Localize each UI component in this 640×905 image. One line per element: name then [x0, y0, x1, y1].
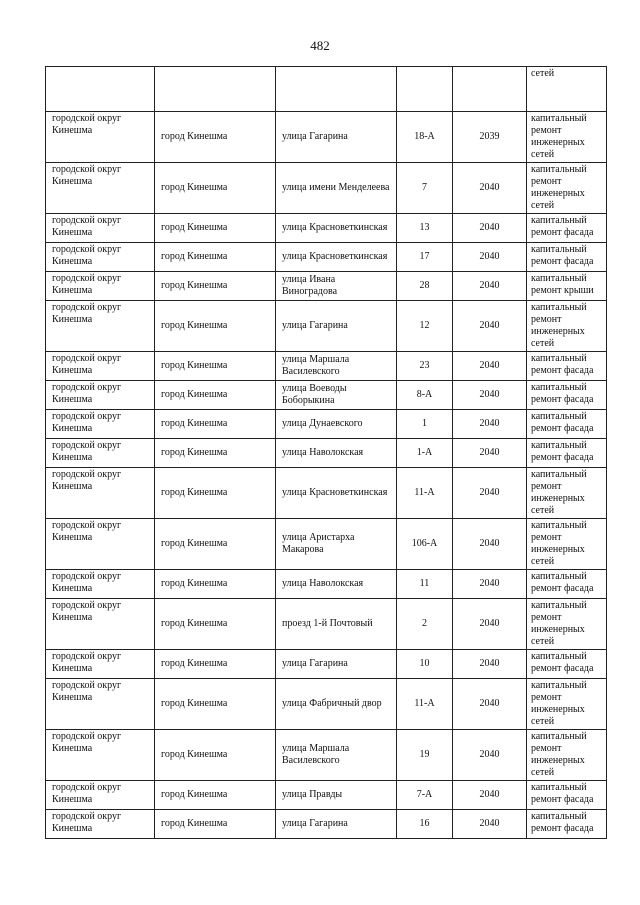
city-cell: город Кинешма — [155, 352, 276, 381]
house-cell: 10 — [397, 650, 453, 679]
work-type-cell: капитальный ремонт фасада — [527, 214, 607, 243]
table-row — [46, 352, 607, 381]
municipality-cell: городской округ Кинешма — [46, 679, 155, 730]
municipality-cell: городской округ Кинешма — [46, 112, 155, 163]
municipality-cell: городской округ Кинешма — [46, 272, 155, 301]
table-row — [46, 214, 607, 243]
street-cell: улица Правды — [276, 781, 397, 810]
house-cell: 18-А — [397, 112, 453, 163]
table-row — [46, 650, 607, 679]
municipality-cell: городской округ Кинешма — [46, 352, 155, 381]
municipality-cell: городской округ Кинешма — [46, 650, 155, 679]
city-cell: город Кинешма — [155, 781, 276, 810]
table-row — [46, 519, 607, 570]
year-cell: 2040 — [453, 381, 527, 410]
street-cell: улица Гагарина — [276, 112, 397, 163]
work-type-cell: капитальный ремонт инженерных сетей — [527, 599, 607, 650]
work-type-cell: сетей — [527, 67, 607, 112]
house-cell — [397, 67, 453, 112]
work-type-cell: капитальный ремонт инженерных сетей — [527, 468, 607, 519]
work-type-cell: капитальный ремонт фасада — [527, 352, 607, 381]
year-cell: 2040 — [453, 730, 527, 781]
house-cell: 8-А — [397, 381, 453, 410]
continuation-row — [46, 67, 607, 112]
street-cell: улица Гагарина — [276, 650, 397, 679]
house-cell: 7-А — [397, 781, 453, 810]
year-cell: 2040 — [453, 352, 527, 381]
street-cell: улица Гагарина — [276, 301, 397, 352]
street-cell: улица Гагарина — [276, 810, 397, 839]
city-cell: город Кинешма — [155, 810, 276, 839]
work-type-cell: капитальный ремонт инженерных сетей — [527, 679, 607, 730]
street-cell: улица Наволокская — [276, 439, 397, 468]
municipality-cell — [46, 67, 155, 112]
municipality-cell: городской округ Кинешма — [46, 163, 155, 214]
city-cell: город Кинешма — [155, 163, 276, 214]
work-type-cell: капитальный ремонт инженерных сетей — [527, 301, 607, 352]
street-cell: улица Маршала Василевского — [276, 730, 397, 781]
year-cell: 2040 — [453, 301, 527, 352]
table-row — [46, 112, 607, 163]
city-cell: город Кинешма — [155, 381, 276, 410]
page-number: 482 — [310, 38, 330, 53]
year-cell — [453, 67, 527, 112]
year-cell: 2040 — [453, 272, 527, 301]
house-cell: 1-А — [397, 439, 453, 468]
year-cell: 2040 — [453, 439, 527, 468]
house-cell: 16 — [397, 810, 453, 839]
table-row — [46, 599, 607, 650]
year-cell: 2040 — [453, 570, 527, 599]
table-row — [46, 679, 607, 730]
street-cell: улица имени Менделеева — [276, 163, 397, 214]
street-cell: улица Красноветкинская — [276, 468, 397, 519]
table-row — [46, 381, 607, 410]
street-cell: улица Аристарха Макарова — [276, 519, 397, 570]
city-cell: город Кинешма — [155, 243, 276, 272]
municipality-cell: городской округ Кинешма — [46, 810, 155, 839]
municipality-cell: городской округ Кинешма — [46, 439, 155, 468]
street-cell: проезд 1-й Почтовый — [276, 599, 397, 650]
year-cell: 2040 — [453, 214, 527, 243]
year-cell: 2040 — [453, 163, 527, 214]
year-cell: 2040 — [453, 468, 527, 519]
city-cell: город Кинешма — [155, 650, 276, 679]
house-cell: 1 — [397, 410, 453, 439]
table-row — [46, 730, 607, 781]
municipality-cell: городской округ Кинешма — [46, 599, 155, 650]
street-cell: улица Маршала Василевского — [276, 352, 397, 381]
city-cell: город Кинешма — [155, 519, 276, 570]
year-cell: 2039 — [453, 112, 527, 163]
table-row — [46, 781, 607, 810]
municipality-cell: городской округ Кинешма — [46, 243, 155, 272]
work-type-cell: капитальный ремонт инженерных сетей — [527, 112, 607, 163]
year-cell: 2040 — [453, 679, 527, 730]
year-cell: 2040 — [453, 519, 527, 570]
work-type-cell: капитальный ремонт фасада — [527, 439, 607, 468]
municipality-cell: городской округ Кинешма — [46, 381, 155, 410]
municipality-cell: городской округ Кинешма — [46, 781, 155, 810]
house-cell: 11-А — [397, 679, 453, 730]
house-cell: 106-А — [397, 519, 453, 570]
year-cell: 2040 — [453, 243, 527, 272]
city-cell: город Кинешма — [155, 410, 276, 439]
repair-schedule-table — [45, 66, 607, 839]
street-cell: улица Воеводы Боборыкина — [276, 381, 397, 410]
work-type-cell: капитальный ремонт фасада — [527, 781, 607, 810]
work-type-cell: капитальный ремонт инженерных сетей — [527, 519, 607, 570]
year-cell: 2040 — [453, 599, 527, 650]
city-cell: город Кинешма — [155, 301, 276, 352]
table-row — [46, 272, 607, 301]
house-cell: 2 — [397, 599, 453, 650]
work-type-cell: капитальный ремонт фасада — [527, 381, 607, 410]
work-type-cell: капитальный ремонт инженерных сетей — [527, 730, 607, 781]
street-cell: улица Наволокская — [276, 570, 397, 599]
table-row — [46, 243, 607, 272]
house-cell: 19 — [397, 730, 453, 781]
city-cell: город Кинешма — [155, 439, 276, 468]
city-cell — [155, 67, 276, 112]
table-row — [46, 301, 607, 352]
municipality-cell: городской округ Кинешма — [46, 214, 155, 243]
work-type-cell: капитальный ремонт фасада — [527, 410, 607, 439]
city-cell: город Кинешма — [155, 272, 276, 301]
city-cell: город Кинешма — [155, 570, 276, 599]
street-cell: улица Красноветкинская — [276, 243, 397, 272]
year-cell: 2040 — [453, 781, 527, 810]
city-cell: город Кинешма — [155, 679, 276, 730]
city-cell: город Кинешма — [155, 599, 276, 650]
year-cell: 2040 — [453, 410, 527, 439]
municipality-cell: городской округ Кинешма — [46, 468, 155, 519]
house-cell: 17 — [397, 243, 453, 272]
house-cell: 11-А — [397, 468, 453, 519]
work-type-cell: капитальный ремонт фасада — [527, 243, 607, 272]
street-cell: улица Красноветкинская — [276, 214, 397, 243]
city-cell: город Кинешма — [155, 112, 276, 163]
house-cell: 13 — [397, 214, 453, 243]
table-row — [46, 468, 607, 519]
table-row — [46, 163, 607, 214]
house-cell: 28 — [397, 272, 453, 301]
municipality-cell: городской округ Кинешма — [46, 570, 155, 599]
municipality-cell: городской округ Кинешма — [46, 730, 155, 781]
house-cell: 12 — [397, 301, 453, 352]
street-cell: улица Дунаевского — [276, 410, 397, 439]
year-cell: 2040 — [453, 650, 527, 679]
city-cell: город Кинешма — [155, 730, 276, 781]
table-row — [46, 570, 607, 599]
work-type-cell: капитальный ремонт фасада — [527, 570, 607, 599]
work-type-cell: капитальный ремонт фасада — [527, 810, 607, 839]
table-row — [46, 810, 607, 839]
municipality-cell: городской округ Кинешма — [46, 410, 155, 439]
work-type-cell: капитальный ремонт крыши — [527, 272, 607, 301]
house-cell: 23 — [397, 352, 453, 381]
street-cell: улица Ивана Виноградова — [276, 272, 397, 301]
house-cell: 7 — [397, 163, 453, 214]
municipality-cell: городской округ Кинешма — [46, 519, 155, 570]
work-type-cell: капитальный ремонт фасада — [527, 650, 607, 679]
street-cell — [276, 67, 397, 112]
table-row — [46, 439, 607, 468]
house-cell: 11 — [397, 570, 453, 599]
municipality-cell: городской округ Кинешма — [46, 301, 155, 352]
street-cell: улица Фабричный двор — [276, 679, 397, 730]
city-cell: город Кинешма — [155, 214, 276, 243]
work-type-cell: капитальный ремонт инженерных сетей — [527, 163, 607, 214]
year-cell: 2040 — [453, 810, 527, 839]
table-row — [46, 410, 607, 439]
city-cell: город Кинешма — [155, 468, 276, 519]
